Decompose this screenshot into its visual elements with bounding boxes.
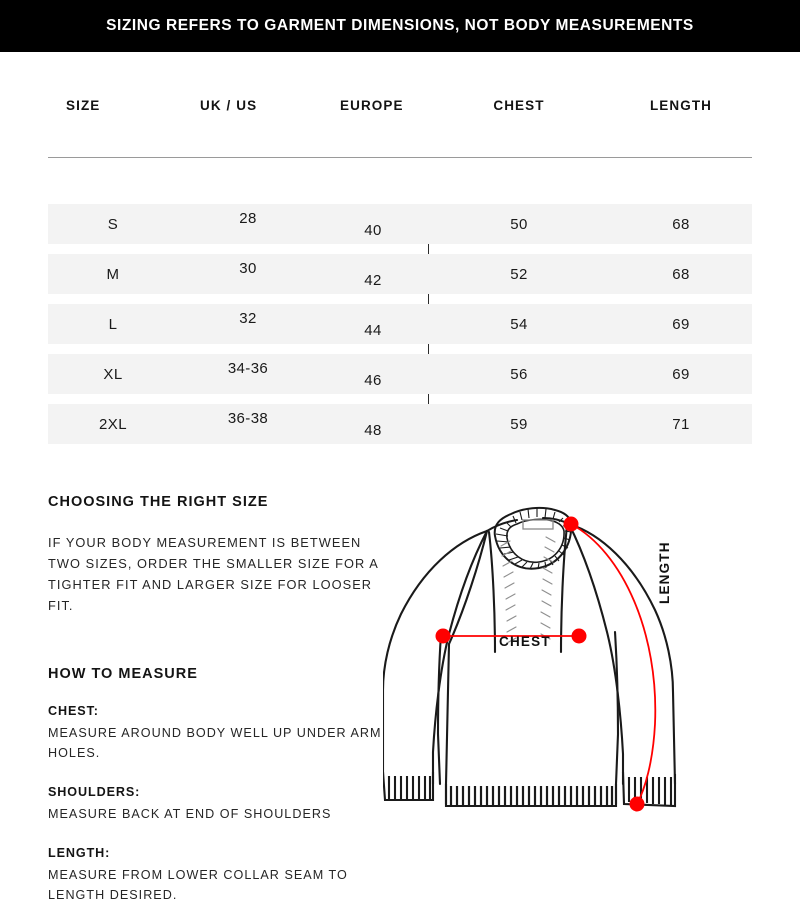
measure-text-shoulders: MEASURE BACK AT END OF SHOULDERS [48, 807, 332, 821]
length-measure-label: LENGTH [657, 541, 673, 604]
cell-ukus: 28 [239, 209, 257, 227]
cell-length: 69 [672, 315, 690, 333]
cell-size: XL [103, 365, 123, 383]
how-to-measure-heading: HOW TO MEASURE [48, 666, 198, 682]
length-marker-top [564, 517, 579, 532]
cell-europe: 46 [364, 371, 382, 389]
chest-measure-label: CHEST [499, 634, 551, 649]
cell-length: 71 [672, 415, 690, 433]
collar-ribbing [495, 508, 571, 569]
cell-europe: 44 [364, 321, 382, 339]
cell-size: L [108, 315, 118, 333]
choosing-size-heading: CHOOSING THE RIGHT SIZE [48, 494, 269, 510]
table-header-row [48, 98, 752, 157]
cell-chest: 56 [510, 365, 528, 383]
length-marker-bottom [630, 797, 645, 812]
measure-item-chest [48, 704, 385, 763]
table-row [48, 404, 752, 444]
cell-chest: 59 [510, 415, 528, 433]
measure-item-shoulders [48, 785, 385, 824]
table-header [48, 98, 752, 157]
cell-europe: 48 [364, 421, 382, 439]
measure-label-chest: CHEST: [48, 704, 99, 718]
cell-chest: 52 [510, 265, 528, 283]
neck-tape [523, 520, 553, 529]
table-row [48, 254, 752, 294]
cell-europe: 42 [364, 271, 382, 289]
column-header-length: LENGTH [649, 98, 713, 113]
column-header-chest: CHEST [493, 98, 545, 113]
cell-size: M [106, 265, 120, 283]
table-row [48, 204, 752, 244]
cell-ukus: 36-38 [227, 409, 269, 427]
size-chart-section [0, 98, 800, 444]
measure-item-length [48, 846, 385, 905]
length-measure-line [564, 517, 656, 812]
measure-text-chest: MEASURE AROUND BODY WELL UP UNDER ARM HOLES. [48, 726, 382, 760]
chest-marker-right [572, 629, 587, 644]
sweatshirt-diagram [383, 484, 775, 844]
info-column [48, 486, 385, 905]
cell-chest: 54 [510, 315, 528, 333]
cell-length: 68 [672, 265, 690, 283]
chest-marker-left [436, 629, 451, 644]
left-cuff-ribbing [383, 772, 433, 800]
cell-ukus: 34-36 [227, 359, 269, 377]
table-row [48, 304, 752, 344]
measure-label-length: LENGTH: [48, 846, 111, 860]
page-banner [0, 0, 800, 52]
cell-europe: 40 [364, 221, 382, 239]
cell-length: 69 [672, 365, 690, 383]
cell-ukus: 30 [239, 259, 257, 277]
cell-size: S [107, 215, 119, 233]
table-row [48, 354, 752, 394]
cell-size: 2XL [99, 415, 127, 433]
hem-ribbing [446, 784, 616, 806]
garment-illustration-column [385, 486, 752, 905]
table-header-rule [48, 157, 752, 158]
lower-section [0, 486, 800, 905]
column-header-ukus: UK / US [200, 98, 258, 113]
banner-title: SIZING REFERS TO GARMENT DIMENSIONS, NOT BODY MEASUREMENTS [106, 17, 694, 34]
column-header-size: SIZE [66, 98, 101, 113]
measure-text-length: MEASURE FROM LOWER COLLAR SEAM TO LENGTH DESIRED. [48, 868, 348, 902]
size-chart-table [48, 98, 752, 157]
cell-length: 68 [672, 215, 690, 233]
table-body [48, 204, 752, 444]
cell-ukus: 32 [239, 309, 257, 327]
choosing-size-text: IF YOUR BODY MEASUREMENT IS BETWEEN TWO SIZES, ORDER THE SMALLER SIZE FOR A TIGHTER FIT AND LARGER SIZE FOR LOOSER FIT. [48, 535, 379, 613]
measure-label-shoulders: SHOULDERS: [48, 785, 141, 799]
cell-chest: 50 [510, 215, 528, 233]
column-header-europe: EUROPE [340, 98, 404, 113]
